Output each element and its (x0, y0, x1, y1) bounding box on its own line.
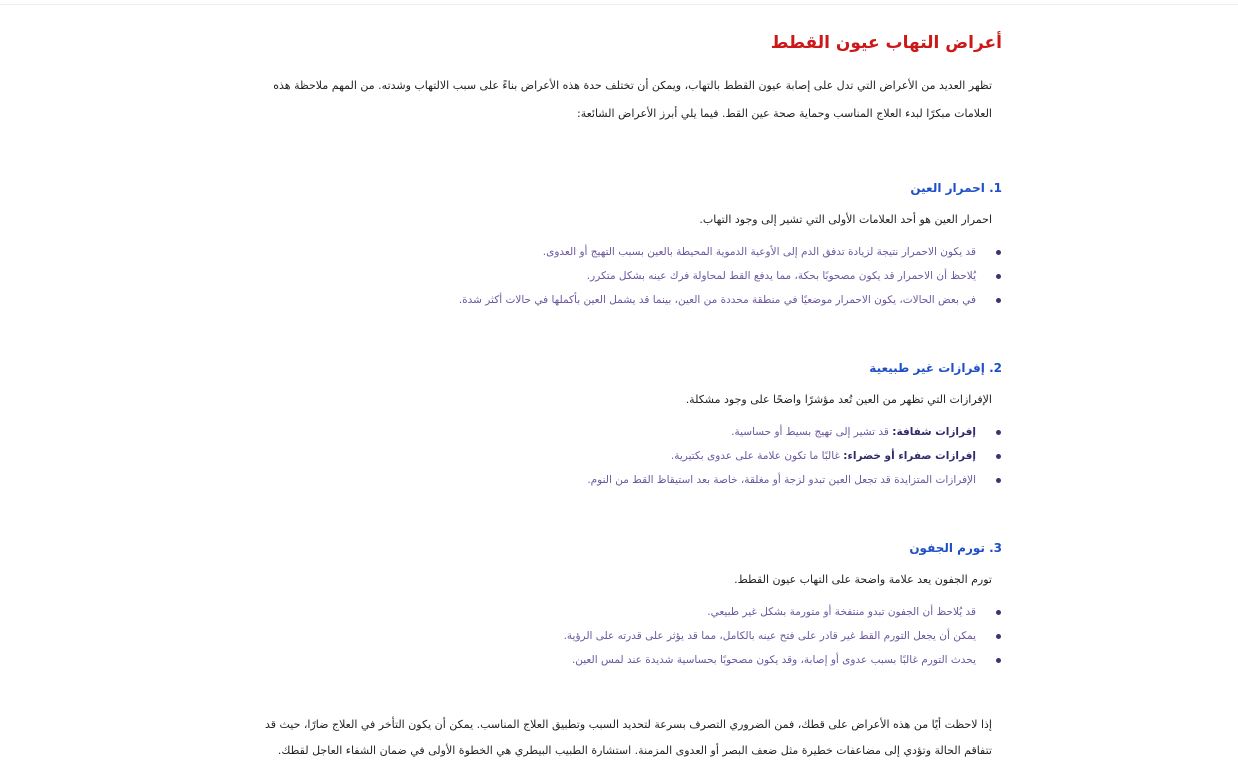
section-abnormal-discharge (236, 356, 1002, 492)
list-item (236, 444, 1002, 468)
list-item (236, 288, 1002, 312)
item-strong: إفرازات شفافة: (892, 426, 976, 438)
symptom-list (236, 420, 1002, 492)
item-text: قد تشير إلى تهيج بسيط أو حساسية. (731, 426, 893, 438)
section-heading: 1. احمرار العين (910, 181, 1002, 195)
item-text: غالبًا ما تكون علامة على عدوى بكتيرية. (670, 450, 844, 462)
section-lead: الإفرازات التي تظهر من العين تُعد مؤشرًا واضحًا على وجود مشكلة. (685, 393, 992, 406)
item-strong: إفرازات صفراء أو خضراء: (843, 450, 976, 462)
item-text: في بعض الحالات، يكون الاحمرار موضعيًا في منطقة محددة من العين، بينما قد يشمل العين بأكملها في حالات أكثر شدة. (458, 294, 976, 306)
section-eye-redness (236, 176, 1002, 312)
symptom-list (236, 240, 1002, 312)
item-text: الإفرازات المتزايدة قد تجعل العين تبدو لزجة أو مغلقة، خاصة بعد استيقاظ القط من النوم. (587, 474, 976, 486)
item-text: قد يُلاحظ أن الجفون تبدو منتفخة أو متورمة بشكل غير طبيعي. (707, 606, 976, 618)
list-item (236, 264, 1002, 288)
item-text: يمكن أن يجعل التورم القط غير قادر على فتح عينه بالكامل، مما قد يؤثر على قدرته على الرؤية. (563, 630, 976, 642)
top-divider (0, 4, 1238, 5)
list-item (236, 648, 1002, 672)
item-text: يحدث التورم غالبًا بسبب عدوى أو إصابة، وقد يكون مصحوبًا بحساسية شديدة عند لمس العين. (571, 654, 976, 666)
list-item (236, 468, 1002, 492)
symptom-list (236, 600, 1002, 672)
list-item (236, 420, 1002, 444)
article-content (236, 30, 1002, 764)
item-text: يُلاحظ أن الاحمرار قد يكون مصحوبًا بحكة، مما يدفع القط لمحاولة فرك عينه بشكل متكرر. (586, 270, 976, 282)
list-item (236, 624, 1002, 648)
section-lead: تورم الجفون يعد علامة واضحة على التهاب عيون القطط. (734, 573, 992, 586)
section-heading: 2. إفرازات غير طبيعية (869, 361, 1002, 375)
closing-paragraph: إذا لاحظت أيًا من هذه الأعراض على قطك، فمن الضروري التصرف بسرعة لتحديد السبب وتطبيق العلاج المناسب. يمكن أن يكون التأخر في العلاج ضارًا، حيث قد تتفاقم الحالة وتؤدي إلى مضاعفات خطيرة مثل ضعف البصر أو العدوى المزمنة. استشارة الطبيب البيطري هي الخطوة الأولى في ضمان الشفاء العاجل لقطك. (264, 718, 992, 757)
intro-paragraph: تظهر العديد من الأعراض التي تدل على إصابة عيون القطط بالتهاب، ويمكن أن تختلف حدة هذه الأعراض بناءً على سبب الالتهاب وشدته. من المهم ملاحظة هذه العلامات مبكرًا لبدء العلاج المناسب وحماية صحة عين القط. فيما يلي أبرز الأعراض الشائعة: (273, 79, 992, 120)
list-item (236, 600, 1002, 624)
section-lead: احمرار العين هو أحد العلامات الأولى التي تشير إلى وجود التهاب. (699, 213, 992, 226)
list-item (236, 240, 1002, 264)
section-eyelid-swelling (236, 536, 1002, 672)
item-text: قد يكون الاحمرار نتيجة لزيادة تدفق الدم إلى الأوعية الدموية المحيطة بالعين بسبب التهيج أو العدوى. (542, 246, 976, 258)
section-heading: 3. تورم الجفون (909, 541, 1002, 555)
article-title: أعراض التهاب عيون القطط (770, 33, 1002, 53)
